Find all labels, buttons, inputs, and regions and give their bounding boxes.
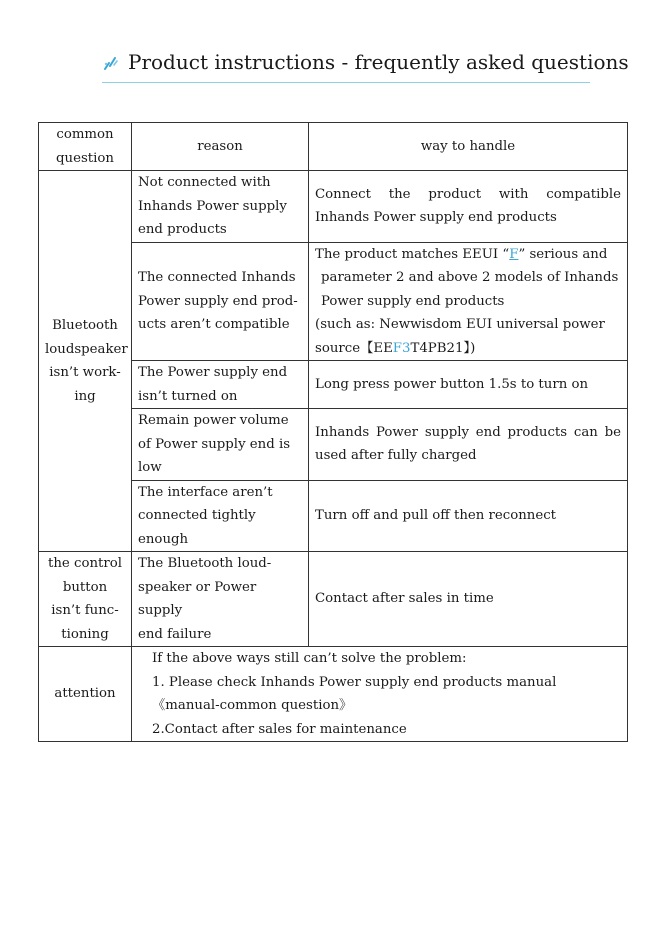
reason-cell bbox=[132, 480, 309, 552]
header-row bbox=[39, 123, 628, 171]
question-line: the control bbox=[48, 556, 122, 571]
question-line: isn’t work- bbox=[49, 365, 121, 380]
reason-cell bbox=[132, 552, 309, 647]
handle-cell: Long press power button 1.5s to turn on bbox=[309, 361, 628, 409]
question-bluetooth bbox=[39, 171, 132, 552]
table-row bbox=[39, 171, 628, 243]
reason-line: speaker or Power supply bbox=[138, 579, 257, 618]
reason-line: Not connected with bbox=[138, 175, 271, 190]
attention-label: attention bbox=[39, 647, 132, 742]
question-line: ing bbox=[74, 388, 96, 404]
reason-line: The interface aren’t bbox=[138, 484, 273, 500]
handle-cell: Contact after sales in time bbox=[309, 552, 628, 647]
page-header bbox=[102, 48, 629, 83]
attention-line: 2.Contact after sales for maintenance bbox=[152, 721, 407, 737]
attention-row bbox=[39, 647, 628, 742]
attention-line: 《manual-common question》 bbox=[152, 698, 353, 713]
reason-cell bbox=[132, 361, 309, 409]
reason-line: The Power supply end bbox=[138, 365, 288, 380]
reason-line: The connected Inhands bbox=[138, 270, 296, 285]
handle-text: T4PB21】) bbox=[410, 340, 476, 356]
reason-line: Remain power volume bbox=[138, 413, 289, 428]
reason-line: The Bluetooth loud- bbox=[138, 556, 272, 571]
table-row bbox=[39, 552, 628, 647]
reason-line: Power supply end prod- bbox=[138, 293, 298, 309]
reason-line: end products bbox=[138, 222, 227, 237]
handle-line bbox=[315, 337, 621, 361]
handle-text: The product matches EEUI “ bbox=[315, 246, 510, 262]
reason-cell bbox=[132, 242, 309, 361]
reason-cell bbox=[132, 409, 309, 481]
highlight-text: F3 bbox=[392, 340, 411, 356]
handle-text: ” serious and bbox=[518, 246, 608, 262]
header-handle: way to handle bbox=[309, 123, 628, 171]
reason-line: connected tightly bbox=[138, 508, 256, 523]
reason-line: of Power supply end is bbox=[138, 436, 291, 452]
highlight-text: F bbox=[509, 246, 519, 262]
reason-line: end failure bbox=[138, 626, 212, 642]
reason-cell bbox=[132, 171, 309, 243]
question-control-button bbox=[39, 552, 132, 647]
question-line: tioning bbox=[61, 626, 109, 642]
attention-content bbox=[132, 647, 628, 742]
reason-line: isn’t turned on bbox=[138, 388, 238, 404]
handle-cell bbox=[309, 242, 628, 361]
reason-line: Inhands Power supply bbox=[138, 198, 287, 214]
question-line: button bbox=[62, 579, 108, 595]
question-line: isn’t func- bbox=[51, 603, 119, 618]
attention-line: If the above ways still can’t solve the problem: bbox=[152, 651, 467, 666]
handle-cell: Inhands Power supply end products can be used after fully charged bbox=[309, 409, 628, 481]
handle-cell: Turn off and pull off then reconnect bbox=[309, 480, 628, 552]
reason-line: ucts aren’t compatible bbox=[138, 317, 290, 332]
handle-line bbox=[315, 243, 621, 267]
handle-line: parameter 2 and above 2 models of Inhands bbox=[321, 270, 619, 285]
reason-line: low bbox=[138, 460, 162, 475]
question-line: Bluetooth bbox=[52, 318, 118, 333]
faq-table bbox=[38, 122, 628, 742]
sparkle-icon bbox=[102, 54, 120, 72]
handle-line: Power supply end products bbox=[321, 293, 505, 309]
header-reason: reason bbox=[132, 123, 309, 171]
reason-line: enough bbox=[138, 531, 189, 547]
attention-line: 1. Please check Inhands Power supply end products manual bbox=[152, 674, 557, 690]
handle-line: (such as: Newwisdom EUI universal power bbox=[315, 317, 605, 332]
header-question: common question bbox=[39, 123, 132, 171]
handle-text: source【EE bbox=[315, 340, 393, 356]
question-line: loudspeaker bbox=[45, 341, 128, 357]
page-title: Product instructions - frequently asked questions bbox=[128, 50, 629, 74]
handle-cell: Connect the product with compatible Inhands Power supply end products bbox=[309, 171, 628, 243]
